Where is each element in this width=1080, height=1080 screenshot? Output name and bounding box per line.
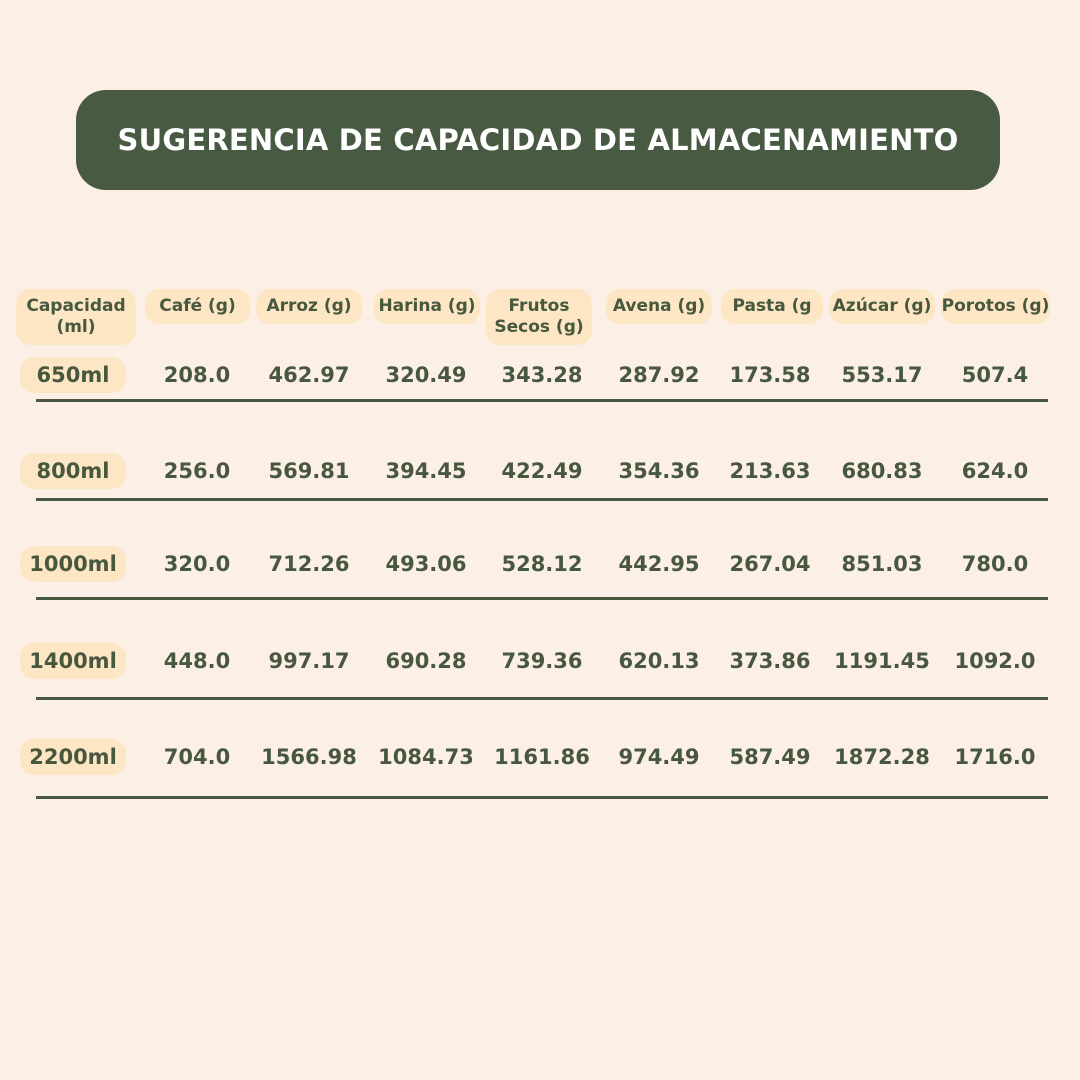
table-cell: 851.03 <box>841 552 923 576</box>
row-divider <box>36 399 1048 402</box>
header-harina: Harina (g) <box>374 289 480 324</box>
table-cell: 587.49 <box>729 745 811 769</box>
table-cell: 256.0 <box>163 459 231 483</box>
table-cell: 624.0 <box>961 459 1029 483</box>
table-cell: 690.28 <box>385 649 467 673</box>
row-capacity-label: 800ml <box>20 453 126 489</box>
table-cell: 394.45 <box>385 459 467 483</box>
row-divider <box>36 796 1048 799</box>
table-cell: 213.63 <box>729 459 811 483</box>
page-title: SUGERENCIA DE CAPACIDAD DE ALMACENAMIENTO <box>117 123 959 157</box>
table-cell: 553.17 <box>841 363 923 387</box>
table-cell: 1092.0 <box>954 649 1036 673</box>
header-capacidad-line2: (ml) <box>56 317 96 337</box>
row-capacity-label: 650ml <box>20 357 126 393</box>
table-cell: 442.95 <box>618 552 700 576</box>
header-frutos-line1: Frutos <box>508 296 570 316</box>
row-divider <box>36 597 1048 600</box>
table-cell: 320.49 <box>385 363 467 387</box>
table-cell: 712.26 <box>268 552 350 576</box>
table-cell: 739.36 <box>501 649 583 673</box>
table-cell: 354.36 <box>618 459 700 483</box>
title-banner <box>76 90 1000 190</box>
table-cell: 422.49 <box>501 459 583 483</box>
row-divider <box>36 498 1048 501</box>
table-cell: 462.97 <box>268 363 350 387</box>
table-cell: 1191.45 <box>834 649 930 673</box>
table-cell: 569.81 <box>268 459 350 483</box>
row-capacity-label: 2200ml <box>20 739 126 775</box>
table-cell: 680.83 <box>841 459 923 483</box>
table-cell: 528.12 <box>501 552 583 576</box>
header-capacidad-line1: Capacidad <box>26 296 126 316</box>
table-cell: 997.17 <box>268 649 350 673</box>
header-avena: Avena (g) <box>606 289 712 324</box>
table-cell: 780.0 <box>961 552 1029 576</box>
table-cell: 287.92 <box>618 363 700 387</box>
table-cell: 1161.86 <box>494 745 590 769</box>
table-cell: 320.0 <box>163 552 231 576</box>
header-capacidad <box>16 289 136 345</box>
row-capacity-label: 1400ml <box>20 643 126 679</box>
table-cell: 373.86 <box>729 649 811 673</box>
header-azucar: Azúcar (g) <box>829 289 935 324</box>
table-cell: 974.49 <box>618 745 700 769</box>
header-porotos: Porotos (g) <box>941 289 1050 324</box>
table-cell: 704.0 <box>163 745 231 769</box>
table-cell: 267.04 <box>729 552 811 576</box>
table-cell: 173.58 <box>729 363 811 387</box>
header-frutos-line2: Secos (g) <box>494 317 584 337</box>
table-cell: 448.0 <box>163 649 231 673</box>
header-cafe: Café (g) <box>145 289 250 324</box>
table-cell: 507.4 <box>961 363 1029 387</box>
row-capacity-label: 1000ml <box>20 546 126 582</box>
table-cell: 1566.98 <box>261 745 357 769</box>
table-cell: 1716.0 <box>954 745 1036 769</box>
row-divider <box>36 697 1048 700</box>
table-cell: 208.0 <box>163 363 231 387</box>
header-arroz: Arroz (g) <box>256 289 362 324</box>
table-cell: 1872.28 <box>834 745 930 769</box>
header-pasta: Pasta (g <box>721 289 823 324</box>
table-cell: 343.28 <box>501 363 583 387</box>
table-cell: 493.06 <box>385 552 467 576</box>
header-frutos-secos <box>486 289 592 345</box>
table-cell: 1084.73 <box>378 745 474 769</box>
table-cell: 620.13 <box>618 649 700 673</box>
